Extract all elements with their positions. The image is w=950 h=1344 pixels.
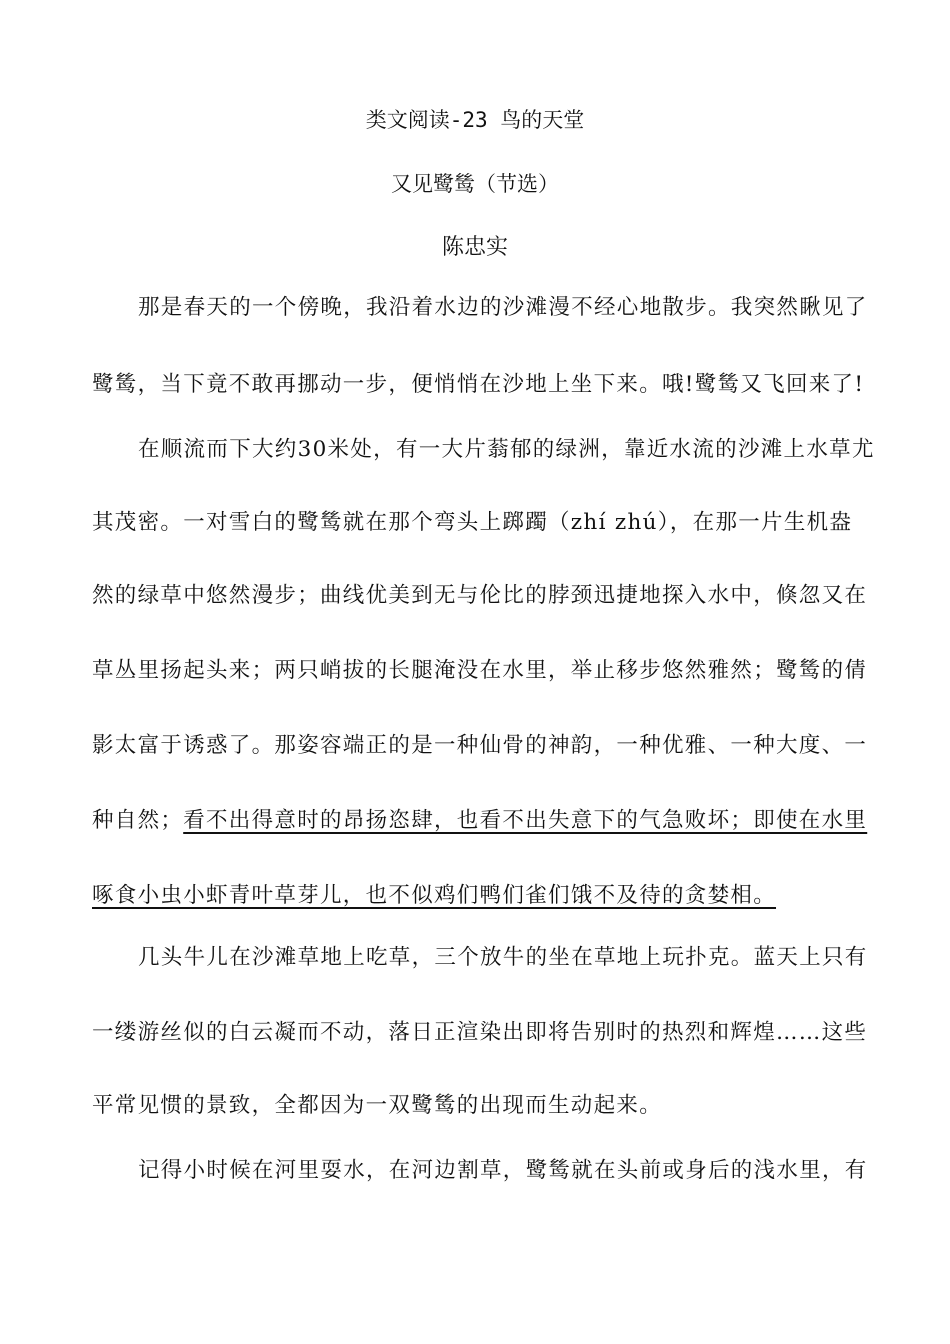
text-line: [92, 803, 868, 834]
text-line: 平常见惯的景致，全都因为一双鹭鸶的出现而生动起来。: [92, 1093, 663, 1118]
text-line: 鹭鸶，当下竟不敢再挪动一步，便悄悄在沙地上坐下来。哦!鹭鸶又飞回来了!: [92, 372, 865, 397]
text-line: 其茂密。一对雪白的鹭鸶就在那个弯头上踯躅（zhí zhú），在那一片生机盎: [92, 510, 853, 535]
text-line: 在顺流而下大约30米处，有一大片蓊郁的绿洲，靠近水流的沙滩上水草尤: [138, 437, 875, 462]
text-segment: 种自然；: [92, 808, 184, 833]
text-line: 然的绿草中悠然漫步；曲线优美到无与伦比的脖颈迅捷地探入水中，倏忽又在: [92, 583, 868, 608]
text-line: 几头牛儿在沙滩草地上吃草，三个放牛的坐在草地上玩扑克。蓝天上只有: [138, 945, 868, 970]
text-line: 一缕游丝似的白云凝而不动，落日正渲染出即将告别时的热烈和辉煌……这些: [92, 1020, 868, 1045]
underlined-sentence: 看不出得意时的昂扬恣肆，也看不出失意下的气急败坏；即使在水里: [183, 808, 868, 833]
author: 陈忠实: [441, 235, 508, 260]
page-title: 类文阅读-23 鸟的天堂: [365, 108, 585, 132]
text-line: [92, 878, 860, 909]
text-line: 那是春天的一个傍晚，我沿着水边的沙滩漫不经心地散步。我突然瞅见了: [138, 295, 868, 320]
article-title: 又见鹭鸶（节选）: [391, 172, 559, 196]
text-line: 记得小时候在河里耍水，在河边割草，鹭鸶就在头前或身后的浅水里，有: [138, 1158, 868, 1183]
text-line: 影太富于诱惑了。那姿容端正的是一种仙骨的神韵，一种优雅、一种大度、一: [92, 733, 868, 758]
text-line: 草丛里扬起头来；两只峭拔的长腿淹没在水里，举止移步悠然雅然；鹭鸶的倩: [92, 658, 868, 683]
underlined-sentence: 啄食小虫小虾青叶草芽儿，也不似鸡们鸭们雀们饿不及待的贪婪相。: [92, 883, 777, 908]
